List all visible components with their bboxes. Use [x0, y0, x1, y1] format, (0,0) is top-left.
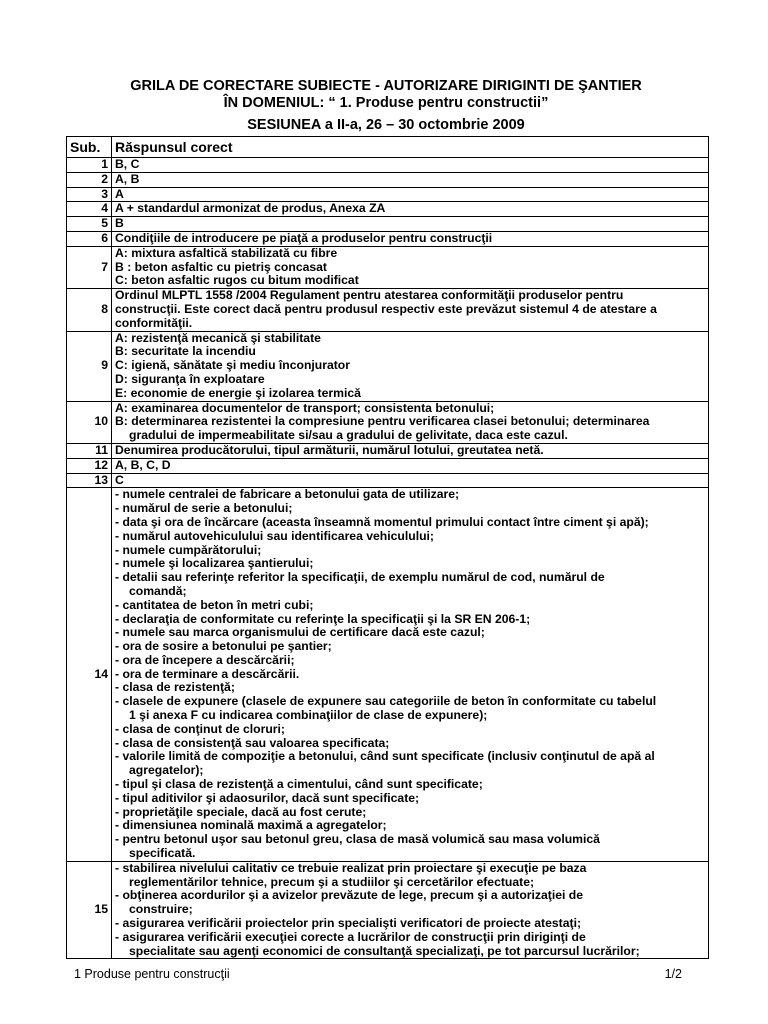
- table-row: [67, 231, 709, 246]
- title-line-1: GRILA DE CORECTARE SUBIECTE - AUTORIZARE DIRIGINTI DE ŞANTIER: [130, 78, 642, 94]
- question-number: 6: [67, 231, 112, 246]
- answer-line: - stabilirea nivelului calitativ ce trebuie realizat prin proiectare şi execuţie pe baza: [115, 860, 587, 875]
- table-row: [67, 202, 709, 217]
- question-number: 5: [67, 217, 112, 232]
- answer-line: - asigurarea verificării execuţiei corecte a lucrărilor de construcţii prin diriginţi de: [115, 929, 586, 944]
- table-row: [67, 246, 709, 288]
- answer-line: A: examinarea documentelor de transport; consistenta betonului;: [115, 400, 495, 415]
- answer-line: - clasele de expunere (clasele de expunere sau categoriile de beton în conformitate cu tabelul: [115, 694, 657, 709]
- answer-line: - clasa de conţinut de cloruri;: [115, 721, 285, 736]
- answer-cell: [112, 488, 709, 862]
- answer-line: - tipul aditivilor şi adaosurilor, dacă sunt specificate;: [115, 790, 420, 805]
- answer-cell: [112, 861, 709, 959]
- answer-line: - ora de terminare a descărcării.: [115, 666, 300, 681]
- answer-line: gradului de impermeabilitate si/sau a gradului de gelivitate, daca este cazul.: [129, 428, 568, 443]
- answer-line: A: [115, 186, 124, 201]
- column-header-answer: Răspunsul corect: [112, 137, 709, 158]
- answer-line: - detalii sau referinţe referitor la specificaţii, de exemplu numărul de cod, numărul de: [115, 570, 605, 585]
- answer-line: - obţinerea acordurilor şi a avizelor prevăzute de lege, precum şi a autorizaţiei de: [115, 888, 584, 903]
- table-row: [67, 172, 709, 187]
- question-number: 4: [67, 202, 112, 217]
- answer-line: - numele sau marca organismului de certificare dacă este cazul;: [115, 625, 485, 640]
- question-number: 2: [67, 172, 112, 187]
- answer-line: A + standardul armonizat de produs, Anexa ZA: [115, 201, 386, 216]
- title-line-2: ÎN DOMENIUL: “ 1. Produse pentru constructii”: [223, 95, 549, 111]
- answer-line: B: determinarea rezistentei la compresiune pentru verificarea clasei betonului; determinarea: [115, 414, 650, 429]
- answer-line: E: economie de energie şi izolarea termică: [115, 385, 361, 400]
- table-header-row: [67, 137, 709, 158]
- answer-line: 1 şi anexa F cu indicarea combinaţiilor de clase de expunere);: [129, 708, 488, 723]
- answer-line: Denumirea producătorului, tipul armăturii, numărul lotului, greutatea netă.: [115, 442, 544, 457]
- answer-line: A, B: [115, 171, 140, 186]
- answer-cell: [112, 187, 709, 202]
- page-footer: [74, 967, 682, 981]
- answer-line: - tipul şi clasa de rezistenţă a cimentului, când sunt specificate;: [115, 777, 483, 792]
- answer-line: C: beton asfaltic rugos cu bitum modificat: [115, 273, 359, 288]
- answer-cell: [112, 158, 709, 173]
- answer-line: C: [115, 472, 124, 487]
- answer-line: - numele cumpărătorului;: [115, 542, 262, 557]
- answer-cell: [112, 289, 709, 331]
- table-row: [67, 458, 709, 473]
- table-body: [67, 158, 709, 959]
- column-header-sub: Sub.: [67, 137, 112, 158]
- answer-line: construire;: [129, 902, 193, 917]
- answer-line: D: siguranţa în exploatare: [115, 371, 265, 386]
- answer-line: - cantitatea de beton în metri cubi;: [115, 597, 314, 612]
- answer-line: - pentru betonul uşor sau betonul greu, clasa de masă volumică sau masa volumică: [115, 832, 600, 847]
- question-number: 1: [67, 158, 112, 173]
- answer-line: - numele centralei de fabricare a betonului gata de utilizare;: [115, 487, 460, 502]
- answer-line: B: securitate la incendiu: [115, 344, 256, 359]
- answer-line: A: rezistenţă mecanică şi stabilitate: [115, 330, 321, 345]
- answer-cell: [112, 331, 709, 401]
- table-row: [67, 401, 709, 443]
- question-number: 9: [67, 331, 112, 401]
- answer-line: Condiţiile de introducere pe piaţă a produselor pentru construcţii: [115, 230, 493, 245]
- answer-line: A, B, C, D: [115, 457, 171, 472]
- table-row: [67, 331, 709, 401]
- answer-line: Ordinul MLPTL 1558 /2004 Regulament pentru atestarea conformităţii produselor pentru: [115, 288, 624, 303]
- answer-cell: [112, 246, 709, 288]
- table-row: [67, 861, 709, 959]
- answer-grid-table: [66, 136, 709, 959]
- answer-cell: [112, 231, 709, 246]
- answer-line: - data şi ora de încărcare (aceasta înseamnă momentul primului contact între ciment şi apă);: [115, 514, 649, 529]
- answer-line: - asigurarea verificării proiectelor prin specialişti verificatori de proiecte atestaţi;: [115, 916, 582, 931]
- answer-cell: [112, 172, 709, 187]
- answer-cell: [112, 458, 709, 473]
- answer-line: - clasa de rezistenţă;: [115, 680, 235, 695]
- answer-line: - numărul de serie a betonului;: [115, 501, 293, 516]
- question-number: 11: [67, 443, 112, 458]
- answer-line: - ora de începere a descărcării;: [115, 652, 295, 667]
- footer-title: 1 Produse pentru construcţii: [74, 967, 230, 981]
- session-title: SESIUNEA a II-a, 26 – 30 octombrie 2009: [247, 117, 525, 133]
- question-number: 14: [67, 488, 112, 862]
- question-number: 13: [67, 473, 112, 488]
- answer-cell: [112, 202, 709, 217]
- question-number: 12: [67, 458, 112, 473]
- answer-line: B: [115, 216, 124, 231]
- answer-cell: [112, 401, 709, 443]
- answer-line: comandă;: [129, 583, 187, 598]
- question-number: 7: [67, 246, 112, 288]
- table-row: [67, 473, 709, 488]
- question-number: 8: [67, 289, 112, 331]
- answer-cell: [112, 443, 709, 458]
- answer-line: - dimensiunea nominală maximă a agregatelor;: [115, 818, 387, 833]
- answer-line: reglementărilor tehnice, precum şi a studiilor şi cercetărilor efectuate;: [129, 874, 535, 889]
- answer-line: agregatelor);: [129, 763, 204, 778]
- answer-line: - clasa de consistenţă sau valoarea specificata;: [115, 735, 390, 750]
- answer-cell: [112, 217, 709, 232]
- answer-line: B, C: [115, 157, 140, 171]
- answer-line: conformităţii.: [115, 315, 193, 330]
- answer-line: A: mixtura asfaltică stabilizată cu fibre: [115, 245, 338, 260]
- answer-line: B : beton asfaltic cu pietriş concasat: [115, 259, 327, 274]
- answer-line: - valorile limită de compoziţie a betonului, când sunt specificate (inclusiv conţinutul de apă al: [115, 749, 655, 764]
- table-row: [67, 217, 709, 232]
- answer-line: - proprietăţile speciale, dacă au fost cerute;: [115, 804, 367, 819]
- table-row: [67, 443, 709, 458]
- page-number: 1/2: [664, 967, 682, 981]
- answer-cell: [112, 473, 709, 488]
- answer-line: specialitate sau agenţi economici de consultanţă specializaţi, pe tot parcursul lucrărilor;: [129, 943, 640, 958]
- table-row: [67, 158, 709, 173]
- table-row: [67, 488, 709, 862]
- answer-line: - numele şi localizarea şantierului;: [115, 556, 314, 571]
- answer-line: - ora de sosire a betonului pe şantier;: [115, 639, 332, 654]
- answer-line: specificată.: [129, 846, 196, 861]
- table-row: [67, 289, 709, 331]
- answer-line: - numărul autovehiculului sau identificarea vehiculului;: [115, 528, 434, 543]
- question-number: 15: [67, 861, 112, 959]
- answer-line: construcţii. Este corect dacă pentru produsul respectiv este prevăzut sistemul 4 de atestare a: [115, 301, 657, 316]
- question-number: 3: [67, 187, 112, 202]
- table-row: [67, 187, 709, 202]
- answer-line: C: igienă, sănătate şi mediu înconjurator: [115, 358, 350, 373]
- answer-line: - declaraţia de conformitate cu referinţe la specificaţii şi la SR EN 206-1;: [115, 611, 531, 626]
- document-title: [66, 78, 706, 112]
- question-number: 10: [67, 401, 112, 443]
